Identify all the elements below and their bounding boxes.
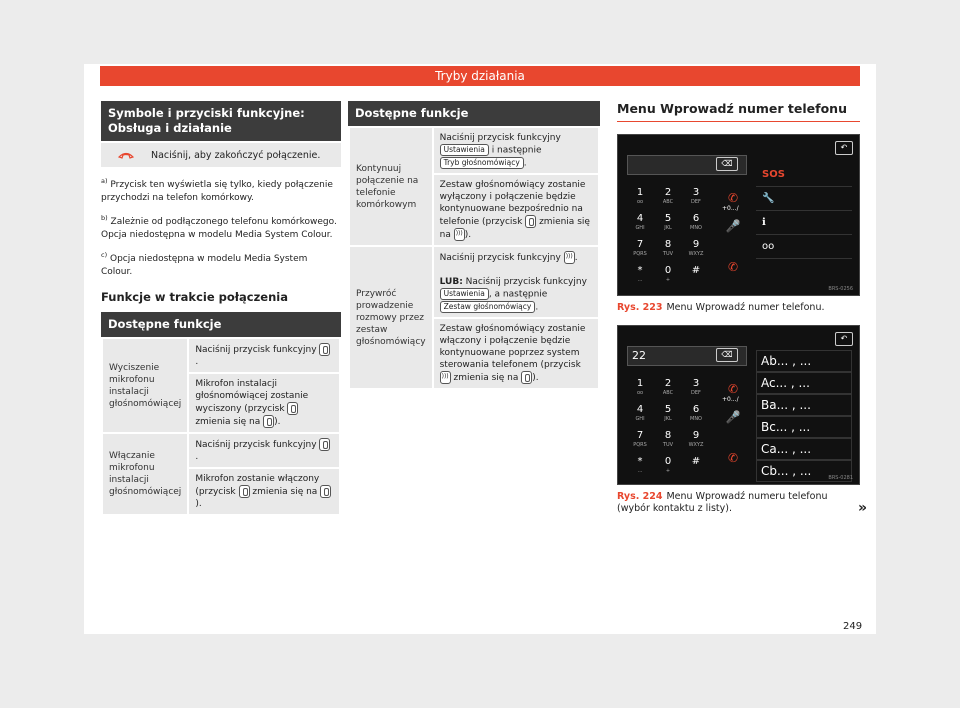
handset-icon[interactable]: ✆ bbox=[727, 450, 739, 465]
mic-icon bbox=[320, 485, 331, 498]
footnote-a: $^{a)}$ Przycisk ten wyświetla się tylko, kiedy połączenie przychodzi na telefon komórkowy. bbox=[101, 177, 333, 203]
row-label: Włączanie mikrofonu instalacji głośnomówiącej bbox=[102, 433, 188, 515]
row-result: Mikrofon instalacji głośnomówiącej zostanie wyciszony (przycisk zmienia się na ). bbox=[188, 373, 340, 433]
caption-fig-223: Rys. 223 Menu Wprowadź numer telefonu. bbox=[617, 302, 825, 313]
keypad-key-8[interactable]: 9 WXYZ bbox=[688, 239, 704, 257]
wrench-icon[interactable]: 🔧 bbox=[756, 187, 852, 211]
keypad-key-5[interactable]: 6 MNO bbox=[690, 403, 702, 422]
backspace-icon[interactable]: ⌫ bbox=[716, 348, 738, 362]
mic-icon bbox=[319, 343, 330, 356]
keypad-key-1[interactable]: 2 ABC bbox=[662, 377, 674, 396]
row-result: Zestaw głośnomówiący zostanie wyłączony i połączenie będzie kontynuowane bezpośrednio na telefonie (przycisk zmienia się na ))) ). bbox=[433, 174, 599, 246]
keypad-key-2[interactable]: 3 DEF bbox=[691, 187, 701, 205]
row-action: Naciśnij przycisk funkcyjny ))) . LUB: Naciśnij przycisk funkcyjny Ustawienia , a następnie Zestaw głośnomówiący . bbox=[433, 246, 599, 318]
screen-fig-224 bbox=[617, 325, 860, 485]
mic-icon bbox=[525, 215, 536, 228]
caption-fig-224: Rys. 224 Menu Wprowadź numeru telefonu (wybór kontaktu z listy). bbox=[617, 490, 828, 514]
row-label: Wyciszenie mikrofonu instalacji głośnomówiącej bbox=[102, 338, 188, 433]
keypad-key-6[interactable]: 7 PQRS bbox=[633, 429, 647, 448]
plus-label: +0.../ bbox=[722, 205, 739, 212]
speaker-icon bbox=[564, 251, 575, 264]
contact-item[interactable]: Ab... , ... bbox=[756, 350, 852, 372]
continue-arrow: » bbox=[858, 500, 868, 516]
keypad-key-9[interactable]: * ... bbox=[637, 265, 643, 283]
page-number: 249 bbox=[843, 621, 863, 632]
mic-icon[interactable]: 🎤 bbox=[725, 409, 741, 424]
keypad-key-3[interactable]: 4 GHI bbox=[635, 213, 645, 231]
plus-label: +0.../ bbox=[722, 395, 739, 403]
handsfree-button-ref: Zestaw głośnomówiący bbox=[440, 301, 536, 313]
call-icon[interactable]: ✆ bbox=[727, 191, 739, 205]
backspace-icon[interactable]: ⌫ bbox=[716, 157, 738, 171]
table1 bbox=[101, 337, 341, 516]
call-functions-heading: Funkcje w trakcie połączenia bbox=[101, 290, 288, 304]
keypad-key-4[interactable]: 5 JKL bbox=[664, 403, 672, 422]
settings-button-ref: Ustawienia bbox=[440, 144, 489, 156]
keypad-key-1[interactable]: 2 ABC bbox=[662, 187, 674, 205]
speaker-icon bbox=[454, 228, 465, 241]
table-row bbox=[349, 127, 599, 174]
keypad-key-11[interactable]: # bbox=[691, 265, 701, 276]
contact-item[interactable]: Ca... , ... bbox=[756, 438, 852, 460]
column-right bbox=[617, 101, 860, 516]
voicemail-icon[interactable]: oo bbox=[756, 235, 852, 259]
image-code: BRS-0256 bbox=[828, 286, 853, 292]
mic-icon bbox=[287, 402, 298, 415]
figure-title: Menu Wprowadź numer telefonu bbox=[617, 101, 860, 122]
keypad-key-10[interactable]: 0 + bbox=[664, 455, 672, 474]
keypad-key-8[interactable]: 9 WXYZ bbox=[688, 429, 704, 448]
keypad-key-0[interactable]: 1 oo bbox=[636, 377, 644, 396]
image-code: BRS-0281 bbox=[828, 474, 853, 481]
mic-icon bbox=[521, 371, 532, 384]
settings-button-ref: Ustawienia bbox=[440, 288, 489, 300]
row-result: Zestaw głośnomówiący zostanie włączony i połączenie będzie kontynuowane poprzez system sterowania telefonem (przycisk ))) zmienia się na ). bbox=[433, 318, 599, 389]
hang-up-icon bbox=[101, 151, 151, 159]
keypad-key-11[interactable]: # bbox=[691, 455, 701, 467]
row-result: Mikrofon zostanie włączony (przycisk zmienia się na ). bbox=[188, 468, 340, 515]
keypad-key-10[interactable]: 0 + bbox=[664, 265, 672, 283]
row-action: Naciśnij przycisk funkcyjny . bbox=[188, 433, 340, 468]
back-icon[interactable]: ↶ bbox=[835, 332, 853, 346]
footnote-c: $^{c)}$ Opcja niedostępna w modelu Media System Colour. bbox=[101, 251, 308, 277]
column-left bbox=[101, 101, 341, 516]
back-icon[interactable]: ↶ bbox=[835, 141, 853, 155]
contact-item[interactable]: Bc... , ... bbox=[756, 416, 852, 438]
column-middle bbox=[348, 101, 600, 390]
contact-item[interactable]: Ba... , ... bbox=[756, 394, 852, 416]
speaker-icon bbox=[440, 371, 451, 384]
handsfree-mode-button-ref: Tryb głośnomówiący bbox=[440, 157, 524, 169]
contact-item[interactable]: Cb... , ... bbox=[756, 460, 852, 482]
mic-icon[interactable]: 🎤 bbox=[725, 219, 741, 233]
symbol-row-text: Naciśnij, aby zakończyć połączenie. bbox=[151, 149, 321, 161]
section-header: Tryby działania bbox=[100, 66, 860, 86]
keypad-key-3[interactable]: 4 GHI bbox=[635, 403, 645, 422]
keypad-key-6[interactable]: 7 PQRS bbox=[633, 239, 647, 257]
symbols-title: Symbole i przyciski funkcyjne: Obsługa i działanie bbox=[101, 101, 341, 141]
keypad-key-0[interactable]: 1 oo bbox=[636, 187, 644, 205]
row-action: Naciśnij przycisk funkcyjny Ustawienia i następnie Tryb głośnomówiący . bbox=[433, 127, 599, 174]
number-display[interactable]: 22 bbox=[627, 346, 747, 366]
keypad-key-2[interactable]: 3 DEF bbox=[691, 377, 701, 396]
contact-item[interactable]: Ac... , ... bbox=[756, 372, 852, 394]
table-row bbox=[349, 246, 599, 318]
keypad-key-4[interactable]: 5 JKL bbox=[664, 213, 672, 231]
keypad-key-7[interactable]: 8 TUV bbox=[662, 239, 674, 257]
mic-muted-icon bbox=[239, 485, 250, 498]
table2 bbox=[348, 126, 600, 390]
row-label: Kontynuuj połączenie na telefonie komórkowym bbox=[349, 127, 433, 246]
handset-icon[interactable]: ✆ bbox=[727, 260, 739, 274]
mic-muted-icon bbox=[263, 415, 274, 428]
sos-item[interactable]: SOS bbox=[756, 163, 852, 187]
symbol-row bbox=[101, 141, 341, 167]
table-row bbox=[102, 433, 340, 468]
table-row bbox=[102, 338, 340, 373]
screen-fig-223 bbox=[617, 134, 860, 296]
row-action: Naciśnij przycisk funkcyjny . bbox=[188, 338, 340, 373]
footnote-b: $^{b)}$ Zależnie od podłączonego telefonu komórkowego. Opcja niedostępna w modelu Media System Colour. bbox=[101, 214, 337, 240]
table2-title: Dostępne funkcje bbox=[348, 101, 600, 126]
keypad-key-5[interactable]: 6 MNO bbox=[690, 213, 702, 231]
call-icon[interactable]: ✆ bbox=[727, 381, 739, 396]
info-icon[interactable]: ℹ bbox=[756, 211, 852, 235]
keypad-key-9[interactable]: * ... bbox=[637, 455, 643, 474]
mic-muted-icon bbox=[319, 438, 330, 451]
table1-title: Dostępne funkcje bbox=[101, 312, 341, 337]
row-label: Przywróć prowadzenie rozmowy przez zestaw głośnomówiący bbox=[349, 246, 433, 389]
keypad-key-7[interactable]: 8 TUV bbox=[662, 429, 674, 448]
